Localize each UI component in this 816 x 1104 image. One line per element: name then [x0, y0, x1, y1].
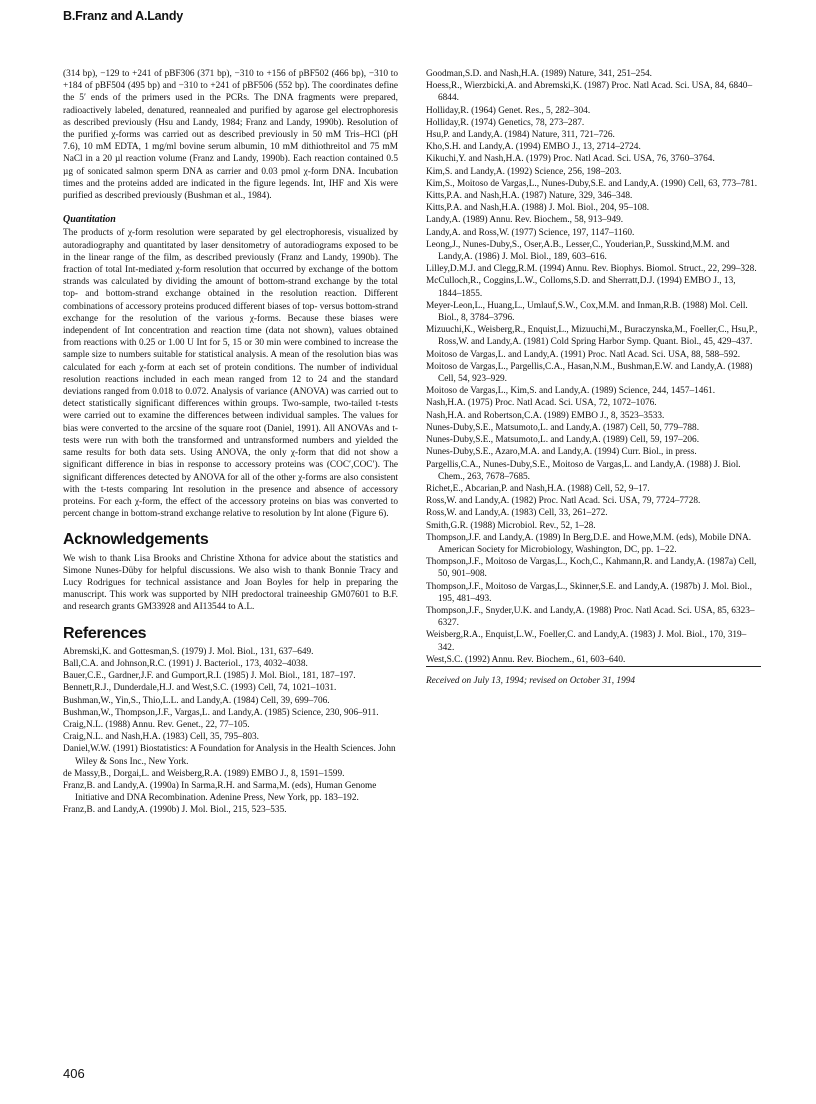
left-column	[63, 68, 398, 817]
reference-item: Franz,B. and Landy,A. (1990b) J. Mol. Biol., 215, 523–535.	[63, 805, 287, 816]
reference-item: Thompson,J.F. and Landy,A. (1989) In Berg,D.E. and Howe,M.M. (eds), Mobile DNA. American Society for Microbiology, Washington, DC, pp. 1–22.	[426, 532, 752, 555]
reference-item: Daniel,W.W. (1991) Biostatistics: A Foundation for Analysis in the Health Sciences. John Wiley & Sons Inc., New York.	[63, 744, 396, 767]
reference-item: Craig,N.L. and Nash,H.A. (1983) Cell, 35, 795–803.	[63, 732, 259, 743]
reference-item: Ball,C.A. and Johnson,R.C. (1991) J. Bacteriol., 173, 4032–4038.	[63, 658, 308, 669]
page-number: 406	[63, 1066, 85, 1081]
reference-item: Smith,G.R. (1988) Microbiol. Rev., 52, 1–28.	[426, 520, 596, 531]
reference-item: Kho,S.H. and Landy,A. (1994) EMBO J., 13, 2714–2724.	[426, 142, 641, 153]
reference-item: Nunes-Duby,S.E., Matsumoto,L. and Landy,A. (1987) Cell, 50, 779–788.	[426, 422, 700, 433]
acknowledgements-paragraph: We wish to thank Lisa Brooks and Christine Xthona for advice about the statistics and Simone Nunes-Düby for helpful discussions. We also wish to thank Bonnie Tracy and Lucy Rodrigues for technical assistance and Joan Boyles for help in preparing the manuscript. This work was supported by NIH predoctoral traineeship GM07601 to B.F. and research grants GM33928 and AI13544 to A.L.	[63, 553, 398, 613]
end-rule	[426, 666, 761, 667]
reference-item: Weisberg,R.A., Enquist,L.W., Foeller,C. and Landy,A. (1983) J. Mol. Biol., 170, 319–342.	[426, 630, 747, 653]
running-header: B.Franz and A.Landy	[63, 9, 184, 23]
reference-item: Moitoso de Vargas,L., Pargellis,C.A., Hasan,N.M., Bushman,E.W. and Landy,A. (1988) Cell, 54, 923–929.	[426, 361, 753, 385]
acknowledgements-heading: Acknowledgements	[63, 531, 209, 549]
reference-item: Nash,H.A. and Robertson,C.A. (1989) EMBO J., 8, 3523–3533.	[426, 410, 665, 421]
reference-item: Thompson,J.F., Moitoso de Vargas,L., Skinner,S.E. and Landy,A. (1987b) J. Mol. Biol., 195, 481–493.	[426, 581, 752, 604]
reference-item: Kitts,P.A. and Nash,H.A. (1987) Nature, 329, 346–348.	[426, 191, 633, 202]
reference-item: Pargellis,C.A., Nunes-Duby,S.E., Moitoso de Vargas,L. and Landy,A. (1988) J. Biol. Chem., 263, 7678–7685.	[426, 459, 741, 482]
reference-item: Kim,S., Moitoso de Vargas,L., Nunes-Duby,S.E. and Landy,A. (1990) Cell, 63, 773–781.	[426, 178, 758, 189]
reference-item: Kikuchi,Y. and Nash,H.A. (1979) Proc. Natl Acad. Sci. USA, 76, 3760–3764.	[426, 154, 715, 165]
reference-item: Leong,J., Nunes-Duby,S., Oser,A.B., Lesser,C., Youderian,P., Susskind,M.M. and Landy,A. (1986) J. Mol. Biol., 189, 603–616.	[426, 239, 730, 263]
reference-item: Richet,E., Abcarian,P. and Nash,H.A. (1988) Cell, 52, 9–17.	[426, 483, 650, 494]
reference-item: de Massy,B., Dorgai,L. and Weisberg,R.A. (1989) EMBO J., 8, 1591–1599.	[63, 768, 345, 779]
reference-item: Thompson,J.F., Snyder,U.K. and Landy,A. (1988) Proc. Natl Acad. Sci. USA, 85, 6323–6327.	[426, 605, 755, 629]
reference-item: Nunes-Duby,S.E., Matsumoto,L. and Landy,A. (1989) Cell, 59, 197–206.	[426, 435, 700, 446]
reference-item: Holliday,R. (1964) Genet. Res., 5, 282–304.	[426, 105, 591, 116]
reference-item: Hsu,P. and Landy,A. (1984) Nature, 311, 721–726.	[426, 130, 615, 141]
reference-item: Nash,H.A. (1975) Proc. Natl Acad. Sci. USA, 72, 1072–1076.	[426, 398, 657, 409]
reference-item: Franz,B. and Landy,A. (1990a) In Sarma,R.H. and Sarma,M. (eds), Human Genome Initiative and DNA Recombination. Adenine Press, New York, pp. 183–192.	[63, 780, 377, 804]
reference-item: Bauer,C.E., Gardner,J.F. and Gumport,R.I. (1985) J. Mol. Biol., 181, 187–197.	[63, 671, 356, 682]
reference-item: Thompson,J.F., Moitoso de Vargas,L., Koch,C., Kahmann,R. and Landy,A. (1987a) Cell, 50, 901–908.	[426, 557, 757, 580]
reference-item: Ross,W. and Landy,A. (1983) Cell, 33, 261–272.	[426, 508, 608, 519]
reference-item: West,S.C. (1992) Annu. Rev. Biochem., 61, 603–640.	[426, 654, 626, 665]
reference-item: Abremski,K. and Gottesman,S. (1979) J. Mol. Biol., 131, 637–649.	[63, 646, 314, 657]
received-note: Received on July 13, 1994; revised on October 31, 1994	[426, 675, 636, 686]
references-heading: References	[63, 624, 147, 642]
reference-item: Holliday,R. (1974) Genetics, 78, 273–287.	[426, 117, 585, 128]
references-list-left	[63, 646, 398, 817]
quantitation-paragraph: The products of χ-form resolution were separated by gel electrophoresis, visualized by autoradiography and quantitated by laser densitometry of autoradiograms exposed to be in the linear range of the film, as described previously (Franz and Landy, 1990b). The fraction of total Int-mediated χ-form resolution that occurred by exchange of the bottom strands was calculated by dividing the amount of bottom-strand exchange by the total top- and bottom-strand exchange obtained in the resolution reaction. Different combinations of accessory proteins produced different biases of top- versus bottom-strand exchange for the resolution of the various χ-forms. Because these biases were independent of Int concentration and reaction time (data not shown), values obtained from reactions with 0.25 or 1.00 U Int for 5, 15 or 30 min were combined to increase the sample size to numbers suitable for statistical analysis. A mean of the resolution bias was calculated for each χ-form at each set of protein conditions. The number of individual resolution reactions included in each mean ranged from 12 to 24 and the standard deviations ranged from 0.018 to 0.072. Analysis of variance (ANOVA) was carried out to detect statistically significant differences within groups. Two-sample, two-tailed t-tests were carried out to examine the differences between individual samples. The values for bias were converted to the arcsine of the square root (Daniel, 1991). All ANOVAs and t-tests were run with both the transformed and untransformed numbers and yielded the same results for both data sets. Using ANOVA, the only χ-form that did not show a significant difference in bias in response to accessory proteins was (COC′,COC′). The significant differences detected by ANOVA for all of the other χ-forms are also consistent with the t-tests comparing Int resolution in the presence and absence of accessory proteins. For each χ-form, the effect of the accessory proteins on bias was converted to percent change in bottom-strand exchange relative to resolution by Int alone (Figure 6).	[63, 228, 398, 520]
reference-item: Bushman,W., Yin,S., Thio,L.L. and Landy,A. (1984) Cell, 39, 699–706.	[63, 695, 330, 706]
reference-item: McCulloch,R., Coggins,L.W., Colloms,S.D. and Sherratt,D.J. (1994) EMBO J., 13, 1844–1855.	[426, 276, 736, 299]
reference-item: Ross,W. and Landy,A. (1982) Proc. Natl Acad. Sci. USA, 79, 7724–7728.	[426, 496, 701, 507]
reference-item: Lilley,D.M.J. and Clegg,R.M. (1994) Annu. Rev. Biophys. Biomol. Struct., 22, 299–328.	[426, 264, 757, 275]
reference-item: Hoess,R., Wierzbicki,A. and Abremski,K. (1987) Proc. Natl Acad. Sci. USA, 84, 6840–6844.	[426, 81, 753, 104]
reference-item: Nunes-Duby,S.E., Azaro,M.A. and Landy,A. (1994) Curr. Biol., in press.	[426, 447, 697, 458]
reference-item: Landy,A. (1989) Annu. Rev. Biochem., 58, 913–949.	[426, 215, 624, 226]
reference-item: Bushman,W., Thompson,J.F., Vargas,L. and Landy,A. (1985) Science, 230, 906–911.	[63, 707, 379, 718]
reference-item: Moitoso de Vargas,L., Kim,S. and Landy,A. (1989) Science, 244, 1457–1461.	[426, 386, 716, 397]
reference-item: Kim,S. and Landy,A. (1992) Science, 256, 198–203.	[426, 166, 622, 177]
reference-item: Landy,A. and Ross,W. (1977) Science, 197, 1147–1160.	[426, 227, 635, 238]
reference-item: Craig,N.L. (1988) Annu. Rev. Genet., 22, 77–105.	[63, 719, 250, 730]
reference-item: Bennett,R.J., Dunderdale,H.J. and West,S.C. (1993) Cell, 74, 1021–1031.	[63, 683, 337, 694]
right-column	[426, 68, 761, 687]
reference-item: Goodman,S.D. and Nash,H.A. (1989) Nature, 341, 251–254.	[426, 69, 652, 79]
reference-item: Mizuuchi,K., Weisberg,R., Enquist,L., Mizuuchi,M., Buraczynska,M., Foeller,C., Hsu,P., Ross,W. and Landy,A. (1981) Cold Spring Harbor Symp. Quant. Biol., 45, 429–437.	[426, 325, 758, 348]
reference-item: Moitoso de Vargas,L. and Landy,A. (1991) Proc. Natl Acad. Sci. USA, 88, 588–592.	[426, 349, 741, 360]
reference-item: Meyer-Leon,L., Huang,L., Umlauf,S.W., Cox,M.M. and Inman,R.B. (1988) Mol. Cell. Biol., 8, 3784–3796.	[426, 300, 748, 324]
reference-item: Kitts,P.A. and Nash,H.A. (1988) J. Mol. Biol., 204, 95–108.	[426, 203, 650, 214]
quantitation-heading: Quantitation	[63, 214, 116, 226]
references-list-right	[426, 68, 761, 666]
methods-paragraph: (314 bp), −129 to +241 of pBF306 (371 bp), −310 to +156 of pBF502 (466 bp), −310 to +184 of pBF504 (495 bp) and −310 to +241 of pBF506 (552 bp). The coordinates define the 5′ ends of the primers used in the PCRs. The DNA fragments were prepared, radioactively labeled, denatured, reannealed and purified by agarose gel electrophoresis as described previously (Hsu and Landy, 1984; Franz and Landy, 1990b). Resolution of the purified χ-forms was carried out as described previously in 50 mM Tris–HCl (pH 7.6), 10 mM EDTA, 1 mg/ml bovine serum albumin, 10 mM dithiothreitol and 75 mM NaCl in a 20 µl reaction volume (Franz and Landy, 1990b). Each reaction contained 0.5 µg of sonicated salmon sperm DNA as carrier and 0.03 pmol χ-form DNA. Incubation times and the proteins added are indicated in the figure legends. Int, IHF and Xis were purified as described previously (Bushman et al., 1984).	[63, 69, 398, 202]
